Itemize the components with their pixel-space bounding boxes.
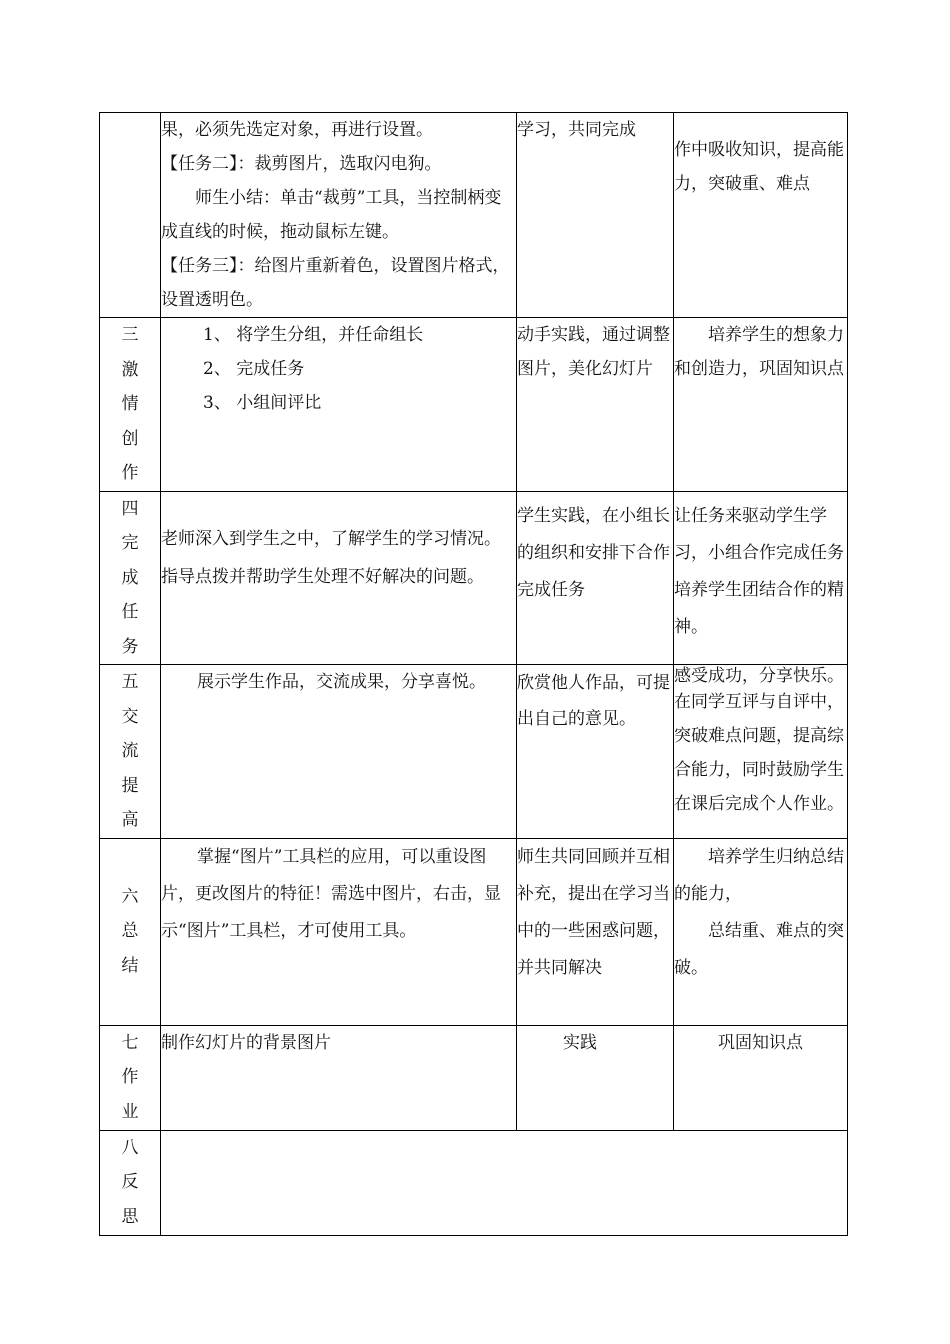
stage-char: 五 bbox=[121, 672, 139, 692]
stage-char: 七 bbox=[121, 1032, 139, 1053]
activity-text: 动手实践，通过调整图片，美化幻灯片 bbox=[517, 325, 670, 379]
stage-char: 务 bbox=[121, 636, 139, 657]
stage-char: 结 bbox=[121, 955, 139, 976]
table-row bbox=[100, 1025, 848, 1130]
stage-char: 业 bbox=[121, 1101, 139, 1122]
stage-char: 任 bbox=[121, 602, 139, 622]
stage-char: 作 bbox=[121, 1067, 139, 1087]
content-line: 制作幻灯片的背景图片 bbox=[161, 1032, 331, 1053]
goal-line: 培养学生归纳总结的能力， bbox=[674, 846, 844, 904]
stage-char: 交 bbox=[121, 706, 139, 727]
stage-cell bbox=[100, 318, 161, 492]
goal-cell bbox=[674, 491, 848, 665]
content-line: 【任务二】：裁剪图片，选取闪电狗。 bbox=[161, 154, 442, 174]
content-line: 1、 将学生分组，并任命组长 bbox=[203, 325, 424, 345]
stage-char: 总 bbox=[121, 921, 139, 942]
stage-char: 完 bbox=[121, 533, 139, 553]
stage-char: 高 bbox=[121, 810, 139, 830]
activity-cell bbox=[517, 113, 674, 318]
content-line: 2、 完成任务 bbox=[203, 359, 305, 379]
goal-cell bbox=[674, 113, 848, 318]
stage-cell bbox=[100, 113, 161, 318]
goal-cell bbox=[674, 665, 848, 839]
goal-line: 在同学互评与自评中，突破难点问题，提高综合能力，同时鼓励学生在课后完成个人作业。 bbox=[674, 692, 844, 814]
content-line: 3、 小组间评比 bbox=[203, 393, 322, 413]
table-row bbox=[100, 491, 848, 665]
activity-cell bbox=[517, 838, 674, 1025]
goal-text: 培养学生的想象力和创造力，巩固知识点 bbox=[674, 325, 844, 379]
stage-char: 思 bbox=[121, 1206, 139, 1227]
content-cell bbox=[161, 1025, 517, 1130]
activity-text: 实践 bbox=[563, 1032, 597, 1053]
content-cell bbox=[161, 838, 517, 1025]
stage-cell bbox=[100, 1130, 161, 1235]
stage-char: 流 bbox=[121, 741, 139, 761]
table-row bbox=[100, 665, 848, 839]
lesson-plan-table bbox=[99, 112, 848, 1236]
stage-char: 情 bbox=[121, 394, 139, 414]
content-line: 展示学生作品，交流成果，分享喜悦。 bbox=[197, 672, 486, 692]
content-line: 师生小结：单击“裁剪”工具，当控制柄变成直线的时候，拖动鼠标左键。 bbox=[161, 188, 502, 242]
stage-char: 作 bbox=[121, 463, 139, 483]
stage-char: 提 bbox=[121, 775, 139, 796]
content-line: 掌握“图片”工具栏的应用，可以重设图片，更改图片的特征！需选中图片，右击，显示“图片”工具栏，才可使用工具。 bbox=[161, 846, 501, 941]
activity-cell bbox=[517, 1025, 674, 1130]
stage-char: 三 bbox=[121, 325, 139, 345]
reflection-cell bbox=[161, 1130, 848, 1235]
stage-char: 八 bbox=[121, 1137, 139, 1158]
goal-cell bbox=[674, 1025, 848, 1130]
goal-cell bbox=[674, 838, 848, 1025]
activity-cell bbox=[517, 318, 674, 492]
content-cell bbox=[161, 665, 517, 839]
content-line: 果，必须先选定对象，再进行设置。 bbox=[161, 120, 433, 140]
stage-cell bbox=[100, 491, 161, 665]
activity-text: 欣赏他人作品，可提出自己的意见。 bbox=[517, 673, 670, 729]
content-cell bbox=[161, 318, 517, 492]
stage-char: 激 bbox=[121, 359, 139, 380]
stage-char: 四 bbox=[121, 498, 139, 519]
goal-text: 巩固知识点 bbox=[718, 1032, 803, 1053]
content-line: 老师深入到学生之中，了解学生的学习情况。指导点拨并帮助学生处理不好解决的问题。 bbox=[161, 528, 501, 587]
stage-char: 六 bbox=[121, 886, 139, 907]
content-line: 【任务三】：给图片重新着色，设置图片格式，设置透明色。 bbox=[161, 256, 510, 310]
activity-cell bbox=[517, 491, 674, 665]
stage-char: 反 bbox=[121, 1172, 139, 1192]
table-row bbox=[100, 838, 848, 1025]
activity-text: 师生共同回顾并互相补充，提出在学习当中的一些困惑问题，并共同解决 bbox=[517, 846, 670, 978]
table-row bbox=[100, 113, 848, 318]
goal-text: 作中吸收知识，提高能力，突破重、难点 bbox=[674, 140, 844, 194]
stage-char: 成 bbox=[121, 567, 139, 588]
goal-line: 总结重、难点的突破。 bbox=[674, 920, 844, 978]
goal-cell bbox=[674, 318, 848, 492]
table-row bbox=[100, 1130, 848, 1235]
activity-cell bbox=[517, 665, 674, 839]
content-cell bbox=[161, 113, 517, 318]
goal-text: 让任务来驱动学生学习，小组合作完成任务培养学生团结合作的精神。 bbox=[674, 505, 844, 637]
activity-text: 学习，共同完成 bbox=[517, 120, 636, 140]
stage-cell bbox=[100, 1025, 161, 1130]
stage-char: 创 bbox=[121, 428, 139, 449]
content-cell bbox=[161, 491, 517, 665]
goal-line: 感受成功，分享快乐。 bbox=[674, 666, 844, 686]
table-row bbox=[100, 318, 848, 492]
activity-text: 学生实践，在小组长的组织和安排下合作完成任务 bbox=[517, 505, 670, 600]
stage-cell bbox=[100, 665, 161, 839]
stage-cell bbox=[100, 838, 161, 1025]
